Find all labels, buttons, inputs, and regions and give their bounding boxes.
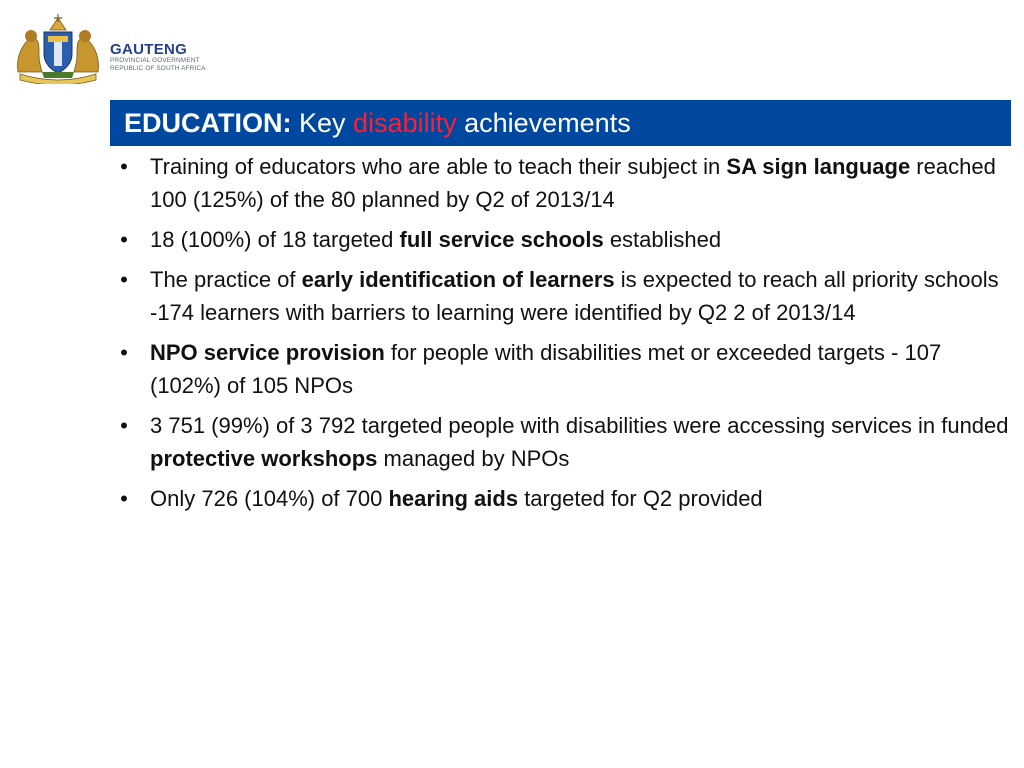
logo-subtitle-1: PROVINCIAL GOVERNMENT bbox=[110, 57, 200, 64]
logo-subtitle-2: REPUBLIC OF SOUTH AFRICA bbox=[110, 64, 206, 72]
bullet-symbol: • bbox=[120, 227, 128, 252]
title-bold: EDUCATION: bbox=[124, 108, 292, 138]
title-part-2: achievements bbox=[464, 108, 631, 138]
bullet-emphasis: hearing aids bbox=[388, 486, 519, 511]
bullet-emphasis: protective workshops bbox=[150, 446, 378, 471]
bullet-symbol: • bbox=[120, 413, 128, 438]
gauteng-logo bbox=[12, 14, 206, 84]
bullet-symbol: • bbox=[120, 267, 128, 292]
bullet-symbol: • bbox=[120, 154, 128, 179]
bullet-item: • Only 726 (104%) of 700 hearing aids targeted for Q2 provided bbox=[114, 482, 1014, 515]
title-part-1: Key bbox=[299, 108, 346, 138]
bullet-emphasis: full service schools bbox=[399, 227, 604, 252]
bullet-symbol: • bbox=[120, 340, 128, 365]
bullet-item: • NPO service provision for people with disabilities met or exceeded targets - 107 (102%) of 105 NPOs bbox=[114, 336, 1014, 402]
bullet-emphasis: SA sign language bbox=[726, 154, 911, 179]
bullet-emphasis: NPO service provision bbox=[150, 340, 385, 365]
bullet-symbol: • bbox=[120, 486, 128, 511]
bullet-list bbox=[114, 150, 1014, 522]
logo-text bbox=[110, 41, 206, 72]
bullet-item: • 3 751 (99%) of 3 792 targeted people with disabilities were accessing services in funded protective workshops managed by NPOs bbox=[114, 409, 1014, 475]
bullet-item: • 18 (100%) of 18 targeted full service schools established bbox=[114, 223, 1014, 256]
logo-name: GAUTENG bbox=[110, 41, 188, 58]
title-highlight: disability bbox=[353, 108, 457, 138]
coat-of-arms-icon bbox=[12, 14, 104, 84]
bullet-item: • Training of educators who are able to teach their subject in SA sign language reached 100 (125%) of the 80 planned by Q2 of 2013/14 bbox=[114, 150, 1014, 216]
bullet-emphasis: early identification of learners bbox=[301, 267, 615, 292]
bullet-item: • The practice of early identification of learners is expected to reach all priority schools -174 learners with barriers to learning were identified by Q2 2 of 2013/14 bbox=[114, 263, 1014, 329]
slide-title bbox=[110, 100, 1011, 146]
